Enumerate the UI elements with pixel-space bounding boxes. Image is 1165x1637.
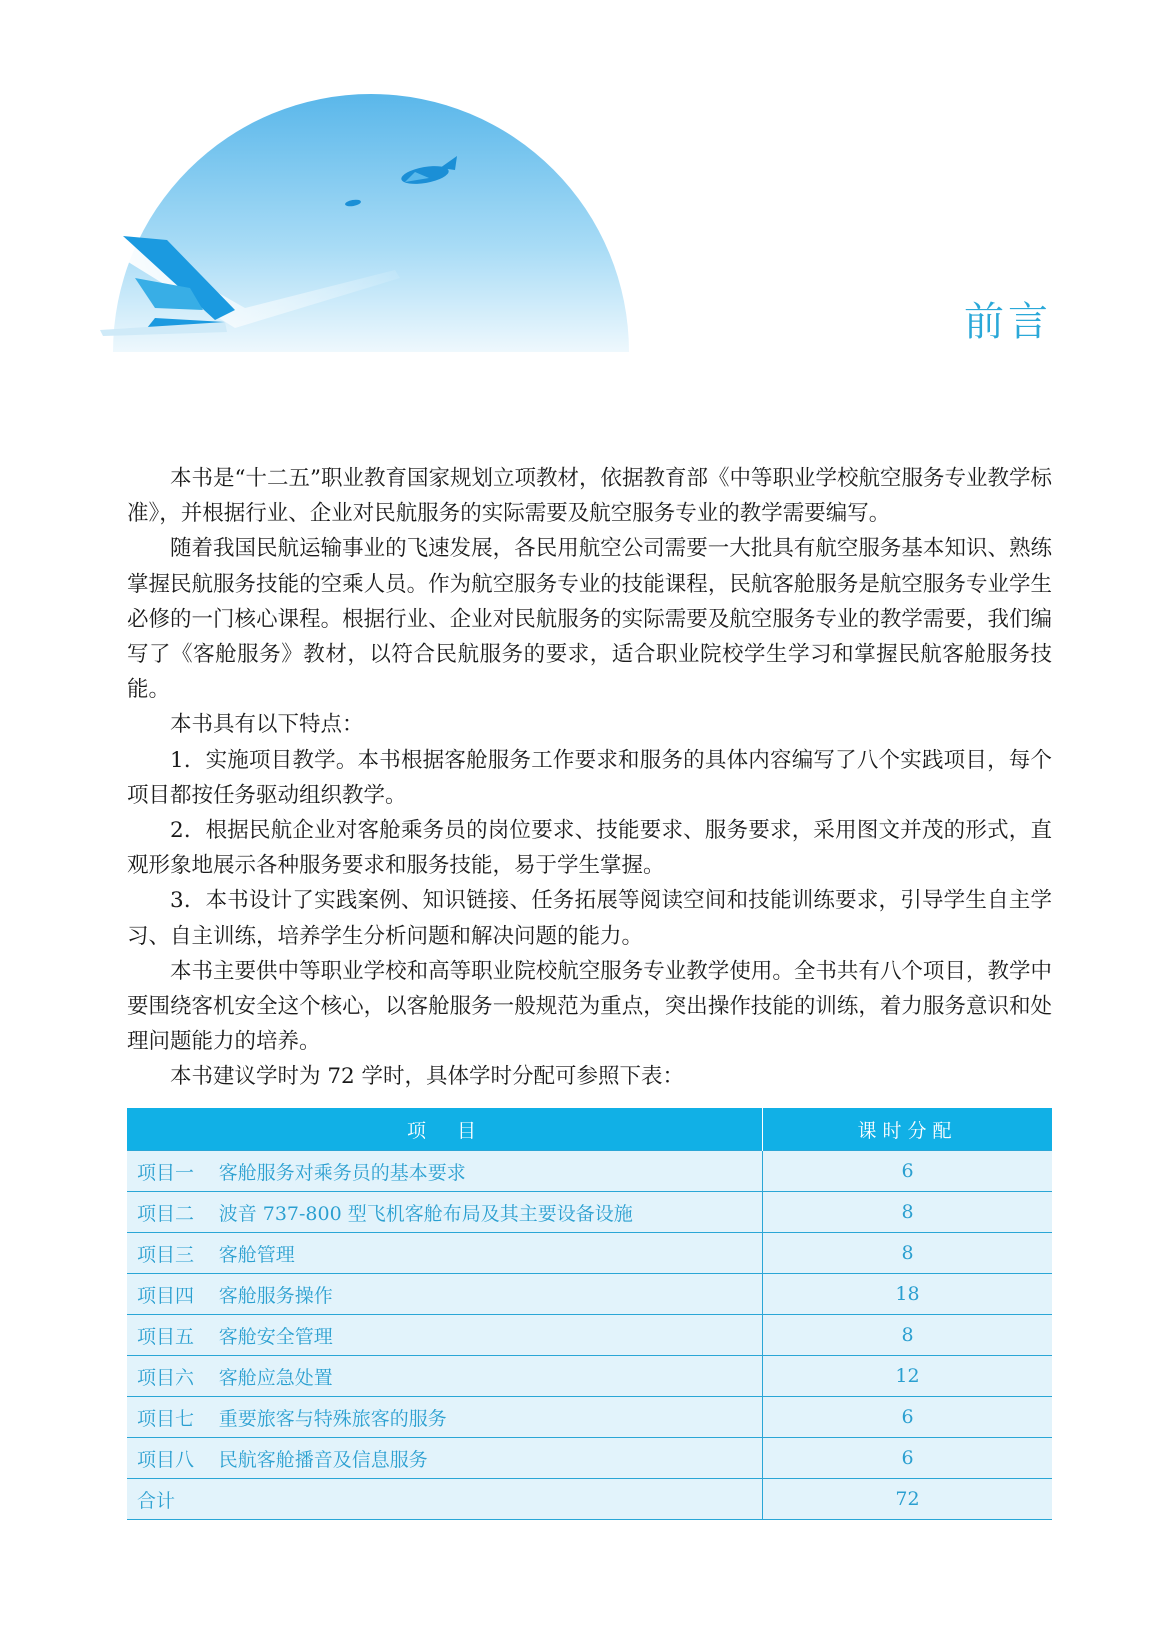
header-hours: 课时分配 <box>763 1108 1053 1151</box>
hours-cell: 8 <box>763 1233 1053 1274</box>
project-number: 项目四 <box>137 1284 195 1307</box>
paragraph: 本书建议学时为 72 学时，具体学时分配可参照下表： <box>170 1064 685 1090</box>
project-name: 客舱服务操作 <box>218 1284 333 1307</box>
table-row <box>127 1274 1052 1315</box>
preface-body <box>127 461 1052 1095</box>
project-cell <box>127 1356 763 1397</box>
project-cell <box>127 1233 763 1274</box>
hours-cell: 6 <box>763 1438 1053 1479</box>
sky-half-disc <box>113 94 629 352</box>
paragraph: 2．根据民航企业对客舱乘务员的岗位要求、技能要求、服务要求，采用图文并茂的形式，直观形象地展示各种服务要求和服务技能，易于学生掌握。 <box>127 818 1052 879</box>
project-name: 客舱应急处置 <box>218 1366 333 1389</box>
project-number: 项目五 <box>137 1325 195 1348</box>
paragraph: 本书具有以下特点： <box>170 712 364 738</box>
project-name: 波音 737-800 型飞机客舱布局及其主要设备设施 <box>218 1202 633 1225</box>
table-total-row <box>127 1479 1052 1520</box>
table-header-row <box>127 1108 1052 1151</box>
project-name: 客舱安全管理 <box>218 1325 333 1348</box>
project-name: 民航客舱播音及信息服务 <box>218 1448 428 1471</box>
project-number: 项目一 <box>137 1161 195 1184</box>
paragraph: 随着我国民航运输事业的飞速发展，各民用航空公司需要一大批具有航空服务基本知识、熟练掌握民航服务技能的空乘人员。作为航空服务专业的技能课程，民航客舱服务是航空服务专业学生必修的一门核心课程。根据行业、企业对民航服务的实际需要及航空服务专业的教学需要，我们编写了《客舱服务》教材，以符合民航服务的要求，适合职业院校学生学习和掌握民航客舱服务技能。 <box>127 536 1052 703</box>
project-number: 项目六 <box>137 1366 195 1389</box>
hours-cell: 8 <box>763 1315 1053 1356</box>
project-name: 客舱服务对乘务员的基本要求 <box>218 1161 466 1184</box>
paragraph: 3．本书设计了实践案例、知识链接、任务拓展等阅读空间和技能训练要求，引导学生自主学习、自主训练，培养学生分析问题和解决问题的能力。 <box>127 888 1052 949</box>
project-cell <box>127 1315 763 1356</box>
hour-allocation-table <box>127 1108 1052 1520</box>
table-row <box>127 1315 1052 1356</box>
table-row <box>127 1233 1052 1274</box>
hours-cell: 6 <box>763 1397 1053 1438</box>
hours-cell: 8 <box>763 1192 1053 1233</box>
total-label: 合计 <box>127 1479 763 1520</box>
project-name: 客舱管理 <box>218 1243 295 1266</box>
table-row <box>127 1397 1052 1438</box>
project-name: 重要旅客与特殊旅客的服务 <box>218 1407 447 1430</box>
project-cell <box>127 1397 763 1438</box>
project-number: 项目八 <box>137 1448 195 1471</box>
project-cell <box>127 1438 763 1479</box>
paragraph: 1．实施项目教学。本书根据客舱服务工作要求和服务的具体内容编写了八个实践项目，每个项目都按任务驱动组织教学。 <box>127 747 1052 808</box>
project-cell <box>127 1274 763 1315</box>
table-row <box>127 1438 1052 1479</box>
project-number: 项目二 <box>137 1202 195 1225</box>
hours-cell: 12 <box>763 1356 1053 1397</box>
table-row <box>127 1192 1052 1233</box>
project-cell <box>127 1151 763 1192</box>
total-hours: 72 <box>763 1479 1053 1520</box>
paragraph: 本书主要供中等职业学校和高等职业院校航空服务专业教学使用。全书共有八个项目，教学中要围绕客机安全这个核心，以客舱服务一般规范为重点，突出操作技能的训练，着力服务意识和处理问题能力的培养。 <box>127 958 1052 1055</box>
sky-airplane-illustration <box>95 60 665 380</box>
project-cell <box>127 1192 763 1233</box>
header-project: 项 目 <box>127 1108 763 1151</box>
page-title: 前言 <box>964 299 1052 345</box>
table-row <box>127 1356 1052 1397</box>
project-number: 项目三 <box>137 1243 195 1266</box>
paragraph: 本书是“十二五”职业教育国家规划立项教材，依据教育部《中等职业学校航空服务专业教学标准》，并根据行业、企业对民航服务的实际需要及航空服务专业的教学需要编写。 <box>127 466 1052 527</box>
hours-cell: 18 <box>763 1274 1053 1315</box>
table-row <box>127 1151 1052 1192</box>
hours-cell: 6 <box>763 1151 1053 1192</box>
project-number: 项目七 <box>137 1407 195 1430</box>
